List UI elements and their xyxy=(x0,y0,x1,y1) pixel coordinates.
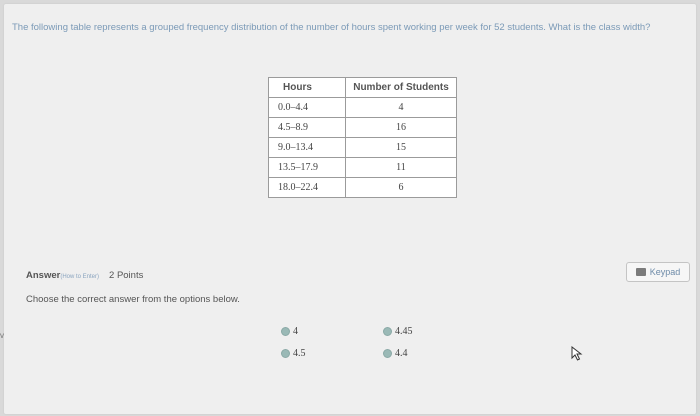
edge-mark: v xyxy=(0,331,4,340)
frequency-table xyxy=(268,77,457,198)
table-row xyxy=(269,118,457,138)
option-4-5[interactable] xyxy=(281,348,306,359)
answer-heading xyxy=(26,270,143,281)
option-4-45[interactable] xyxy=(383,326,413,337)
how-to-enter-link[interactable]: (How to Enter) xyxy=(60,274,100,280)
hours-cell: 18.0–22.4 xyxy=(269,178,346,198)
header-number-of-students: Number of Students xyxy=(346,78,457,98)
keypad-button[interactable] xyxy=(626,262,690,282)
mouse-cursor-icon xyxy=(570,346,584,362)
radio-button[interactable] xyxy=(281,327,290,336)
keypad-icon xyxy=(636,268,646,276)
option-label: 4.4 xyxy=(395,348,408,359)
answer-label: Answer xyxy=(26,270,61,281)
count-cell: 15 xyxy=(346,138,457,158)
option-4-4[interactable] xyxy=(383,348,408,359)
count-cell: 16 xyxy=(346,118,457,138)
count-cell: 11 xyxy=(346,158,457,178)
count-cell: 6 xyxy=(346,178,457,198)
count-cell: 4 xyxy=(346,98,457,118)
hours-cell: 4.5–8.9 xyxy=(269,118,346,138)
table-row xyxy=(269,98,457,118)
option-label: 4.45 xyxy=(395,326,413,337)
table-row xyxy=(269,138,457,158)
radio-button[interactable] xyxy=(383,327,392,336)
hours-cell: 0.0–4.4 xyxy=(269,98,346,118)
radio-button[interactable] xyxy=(383,349,392,358)
keypad-label: Keypad xyxy=(649,267,681,277)
header-hours: Hours xyxy=(269,78,346,98)
question-text: The following table represents a grouped frequency distribution of the number of hours spent working per week for 52 students. What is the class width? xyxy=(12,22,651,33)
question-panel xyxy=(4,4,696,414)
option-4[interactable] xyxy=(281,326,298,337)
table-row xyxy=(269,158,457,178)
answer-instruction: Choose the correct answer from the options below. xyxy=(26,294,240,305)
hours-cell: 9.0–13.4 xyxy=(269,138,346,158)
option-label: 4.5 xyxy=(293,348,306,359)
hours-cell: 13.5–17.9 xyxy=(269,158,346,178)
option-label: 4 xyxy=(293,326,298,337)
radio-button[interactable] xyxy=(281,349,290,358)
table-header-row xyxy=(269,78,457,98)
points-label: 2 Points xyxy=(109,270,144,281)
table-row xyxy=(269,178,457,198)
